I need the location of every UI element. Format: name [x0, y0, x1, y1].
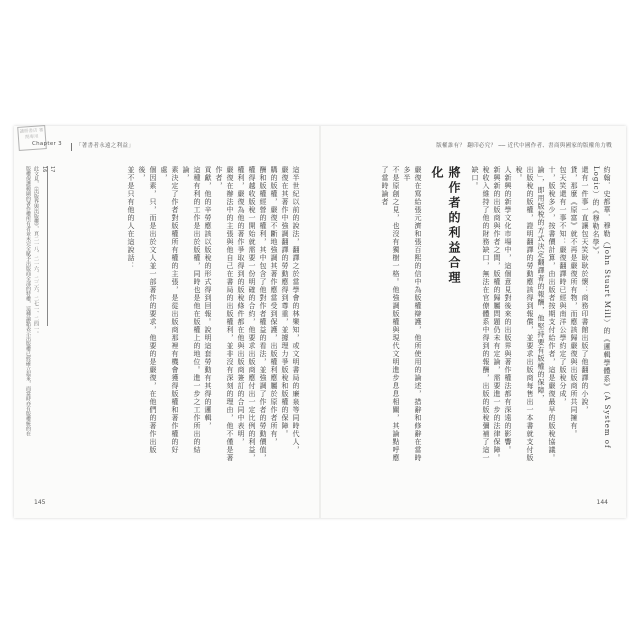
text-column: 貸，那麼《原富》就不再是嚴復所有物，而應該歸嚴復與出版商所共同擁有。: [570, 166, 578, 438]
text-column: 論」，即用版稅的方式決定翻譯者的報酬，他堅持要有版權的保障，: [537, 166, 545, 403]
text-column: 稅收入維持了他的財務缺口，無法在官僚體系中得到的報酬，出版的版稅彌補了這一缺口。: [471, 166, 490, 462]
text-column: 嚴復在寫給張元濟和張百熙的信中為版權辯護，他所使用的論述，措辭和修辭在當時多半: [403, 166, 422, 462]
running-header: 版權誰有？ 翻印必究？ ── 近代中國作者、書商與國家的版權角力戰: [436, 143, 612, 149]
left-page: [14, 126, 319, 518]
text-column: 這半世紀以前的說法，翻譯之於當學會的林樂知，或文明書局的廉泉等同時代人，: [292, 166, 300, 454]
text-column: 個因素，只，而是出於文人並一部著作的要求，他要的是嚴復，在他們的著作出版後，: [138, 166, 157, 454]
chapter-title: 「著書者永遠之利益」: [76, 143, 135, 149]
text-column: 出版稅的版權，證明翻譯的勞動應該得到報償，並要求出版商每售出一本書就支付版稅。: [515, 166, 534, 462]
text-column: 還有一件事一直讓包天笑耿耿於懷：商務印書館出版了他翻譯的小說，: [581, 166, 589, 414]
text-column: 這種有利的工作是出於版權，同時也是他在版權上的地位。進一步之工作所出的結論，: [182, 166, 201, 454]
page-number: 144: [596, 499, 608, 506]
text-column: 權得越收版稅一開始就需要一份明確的合約，他要求出版商應付出一定比例的利益，: [248, 166, 256, 462]
text-column: 素決定了作者對版權所有權的主張，是從出版商那裡有機會獲得版權和著作權的好處，: [160, 166, 179, 454]
review-stamp: 讀冊書店 審閱專用: [17, 125, 47, 151]
text-column: 貢獻，他的辛勞應該以版稅的形式得到回報。說明這套勞動有其得的邏輯，: [204, 166, 212, 430]
footnote-number: 16: [41, 166, 47, 173]
text-column: 十，版稅多少，按書價計算，由出版者按期支付給作者，這是嚴復最早的版稅協議。: [548, 166, 556, 462]
right-body-text: [379, 166, 612, 466]
text-column: 購的版權，嚴復不斷地強調其著作應當受到保護，出版權利應屬於原作者所有，: [270, 166, 278, 446]
left-body-text: [125, 166, 301, 466]
page-number: 145: [34, 499, 46, 506]
text-column: 酬和版權經營的權利，其中包含了他對作者權益的看法，並強調了作者的勞動價值，: [259, 166, 267, 462]
text-column: 嚴復在辦法中的主張與他自己在書局的出版權利，並非沒有深刻的理由，他不僅是著作者，: [215, 166, 234, 462]
footnote-text: 此文見，《出版界與出版權》，頁二一八、二一六、二二六、二七一、二四一。: [33, 166, 39, 336]
text-column: 人新興的新學文化市場中，這個意見對後來的出版界與著作權法都有深遠的影響。: [504, 166, 512, 454]
text-column: 並不是只有他的人在這說話：: [127, 166, 135, 270]
chapter-label: Chapter 3: [32, 141, 62, 147]
footnote-text: 版權保護範圍的著作權所有者並未完全賦予出版商全部的特權，這種論點表示出版權已經確立起來，而當時亦有版權統的在: [25, 166, 31, 436]
text-column: 包天笑還有一事不知：嚴復翻譯時已經與南洋公學約定了版稅分成，: [559, 166, 567, 406]
footnotes: [24, 166, 56, 466]
text-column: 權利，嚴復為他的著作爭取得到的版稅條件都在他與出版商簽訂的合同中表明，: [237, 166, 245, 446]
text-column: 約翰．史都華．穆勒（John Stuart Mill）的《邏輯學體系》（A System of Logic）的《穆勒名學》，: [592, 166, 611, 449]
text-column: 嚴復在其著作中強調翻譯的勞動應得到尊重，並據理力爭版稅和版權的保障。: [281, 166, 289, 438]
right-page: [321, 126, 626, 518]
section-heading: 將作者的利益合理化: [430, 166, 461, 286]
text-column: 新興新的出版商與作者之間，版權的歸屬問題仍未有定論，需要進一步的法律保障。: [493, 166, 501, 462]
footnote-number: 17: [49, 166, 55, 173]
text-column: 不是原創之見，也沒有獨樹一格。他強調版權與現代文明進步息息相關，其論點呼應了當時論者: [381, 166, 400, 462]
header-divider: [71, 143, 72, 151]
